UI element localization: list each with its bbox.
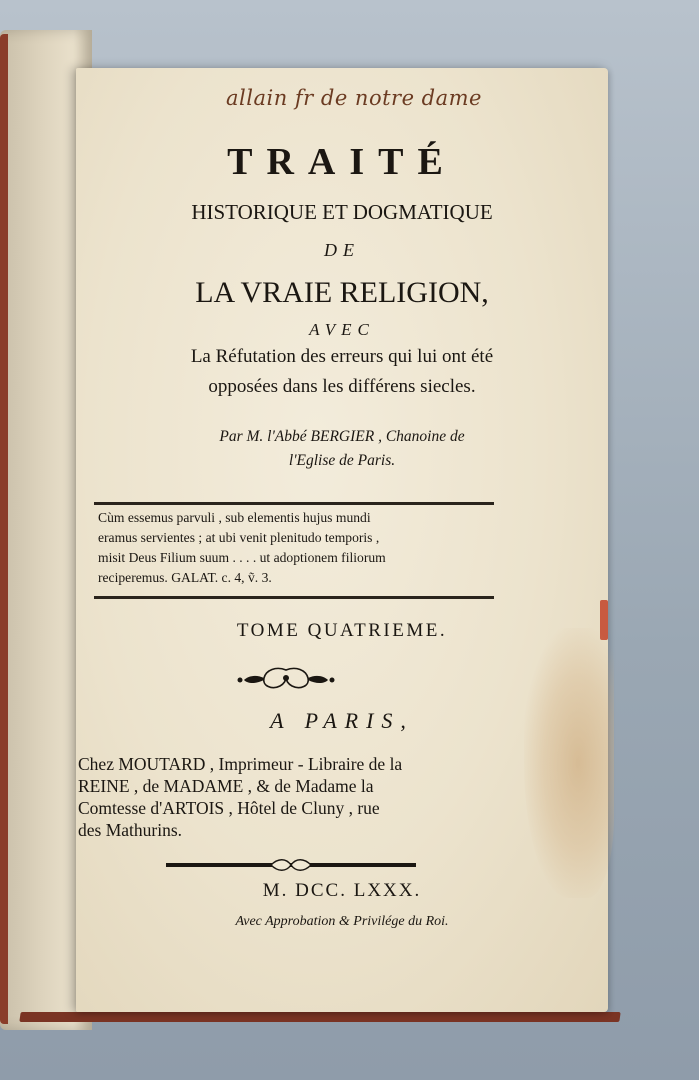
quote-line-1: Cùm essemus parvuli , sub elementis hujus mundi [98, 510, 371, 525]
privilege-line: Avec Approbation & Privilége du Roi. [235, 914, 449, 929]
subtitle-historique: HISTORIQUE ET DOGMATIQUE [191, 200, 493, 224]
quote-line-4: reciperemus. GALAT. c. 4, ṽ. 3. [98, 570, 272, 585]
main-title: LA VRAIE RELIGION, [195, 276, 489, 309]
publisher-line-1: Chez MOUTARD , Imprimeur - Libraire de la [78, 754, 403, 774]
subtitle-de: DE [324, 240, 360, 260]
place: A PARIS, [270, 708, 414, 733]
author-line-1: Par M. l'Abbé BERGIER , Chanoine de [219, 428, 465, 445]
book-cover-bottom [19, 1012, 620, 1022]
rule-top [94, 502, 494, 505]
publisher-line-3: Comtesse d'ARTOIS , Hôtel de Cluny , rue [78, 798, 380, 818]
floral-ornament [236, 664, 336, 694]
title: TRAITÉ [227, 141, 457, 183]
refutation-line-1: La Réfutation des erreurs qui lui ont été [190, 346, 494, 367]
author-line-2: l'Eglise de Paris. [288, 452, 396, 469]
avec-line: AVEC [309, 320, 375, 339]
handwritten-inscription: allain fr de notre dame [226, 86, 482, 110]
book-cover-edge [0, 34, 8, 1024]
rule-bottom [94, 596, 494, 599]
water-stain [524, 628, 614, 898]
imprint-year: M. DCC. LXXX. [262, 880, 422, 901]
ornamental-rule [166, 858, 416, 872]
quote-line-2: eramus servientes ; at ubi venit plenitudo temporis , [98, 530, 380, 545]
publisher-line-4: des Mathurins. [78, 820, 183, 840]
publisher-line-2: REINE , de MADAME , & de Madame la [78, 776, 374, 796]
refutation-line-2: opposées dans les différens siecles. [208, 376, 476, 397]
tome: TOME QUATRIEME. [236, 620, 448, 641]
quote-line-3: misit Deus Filium suum . . . . ut adoptionem filiorum [98, 550, 386, 565]
